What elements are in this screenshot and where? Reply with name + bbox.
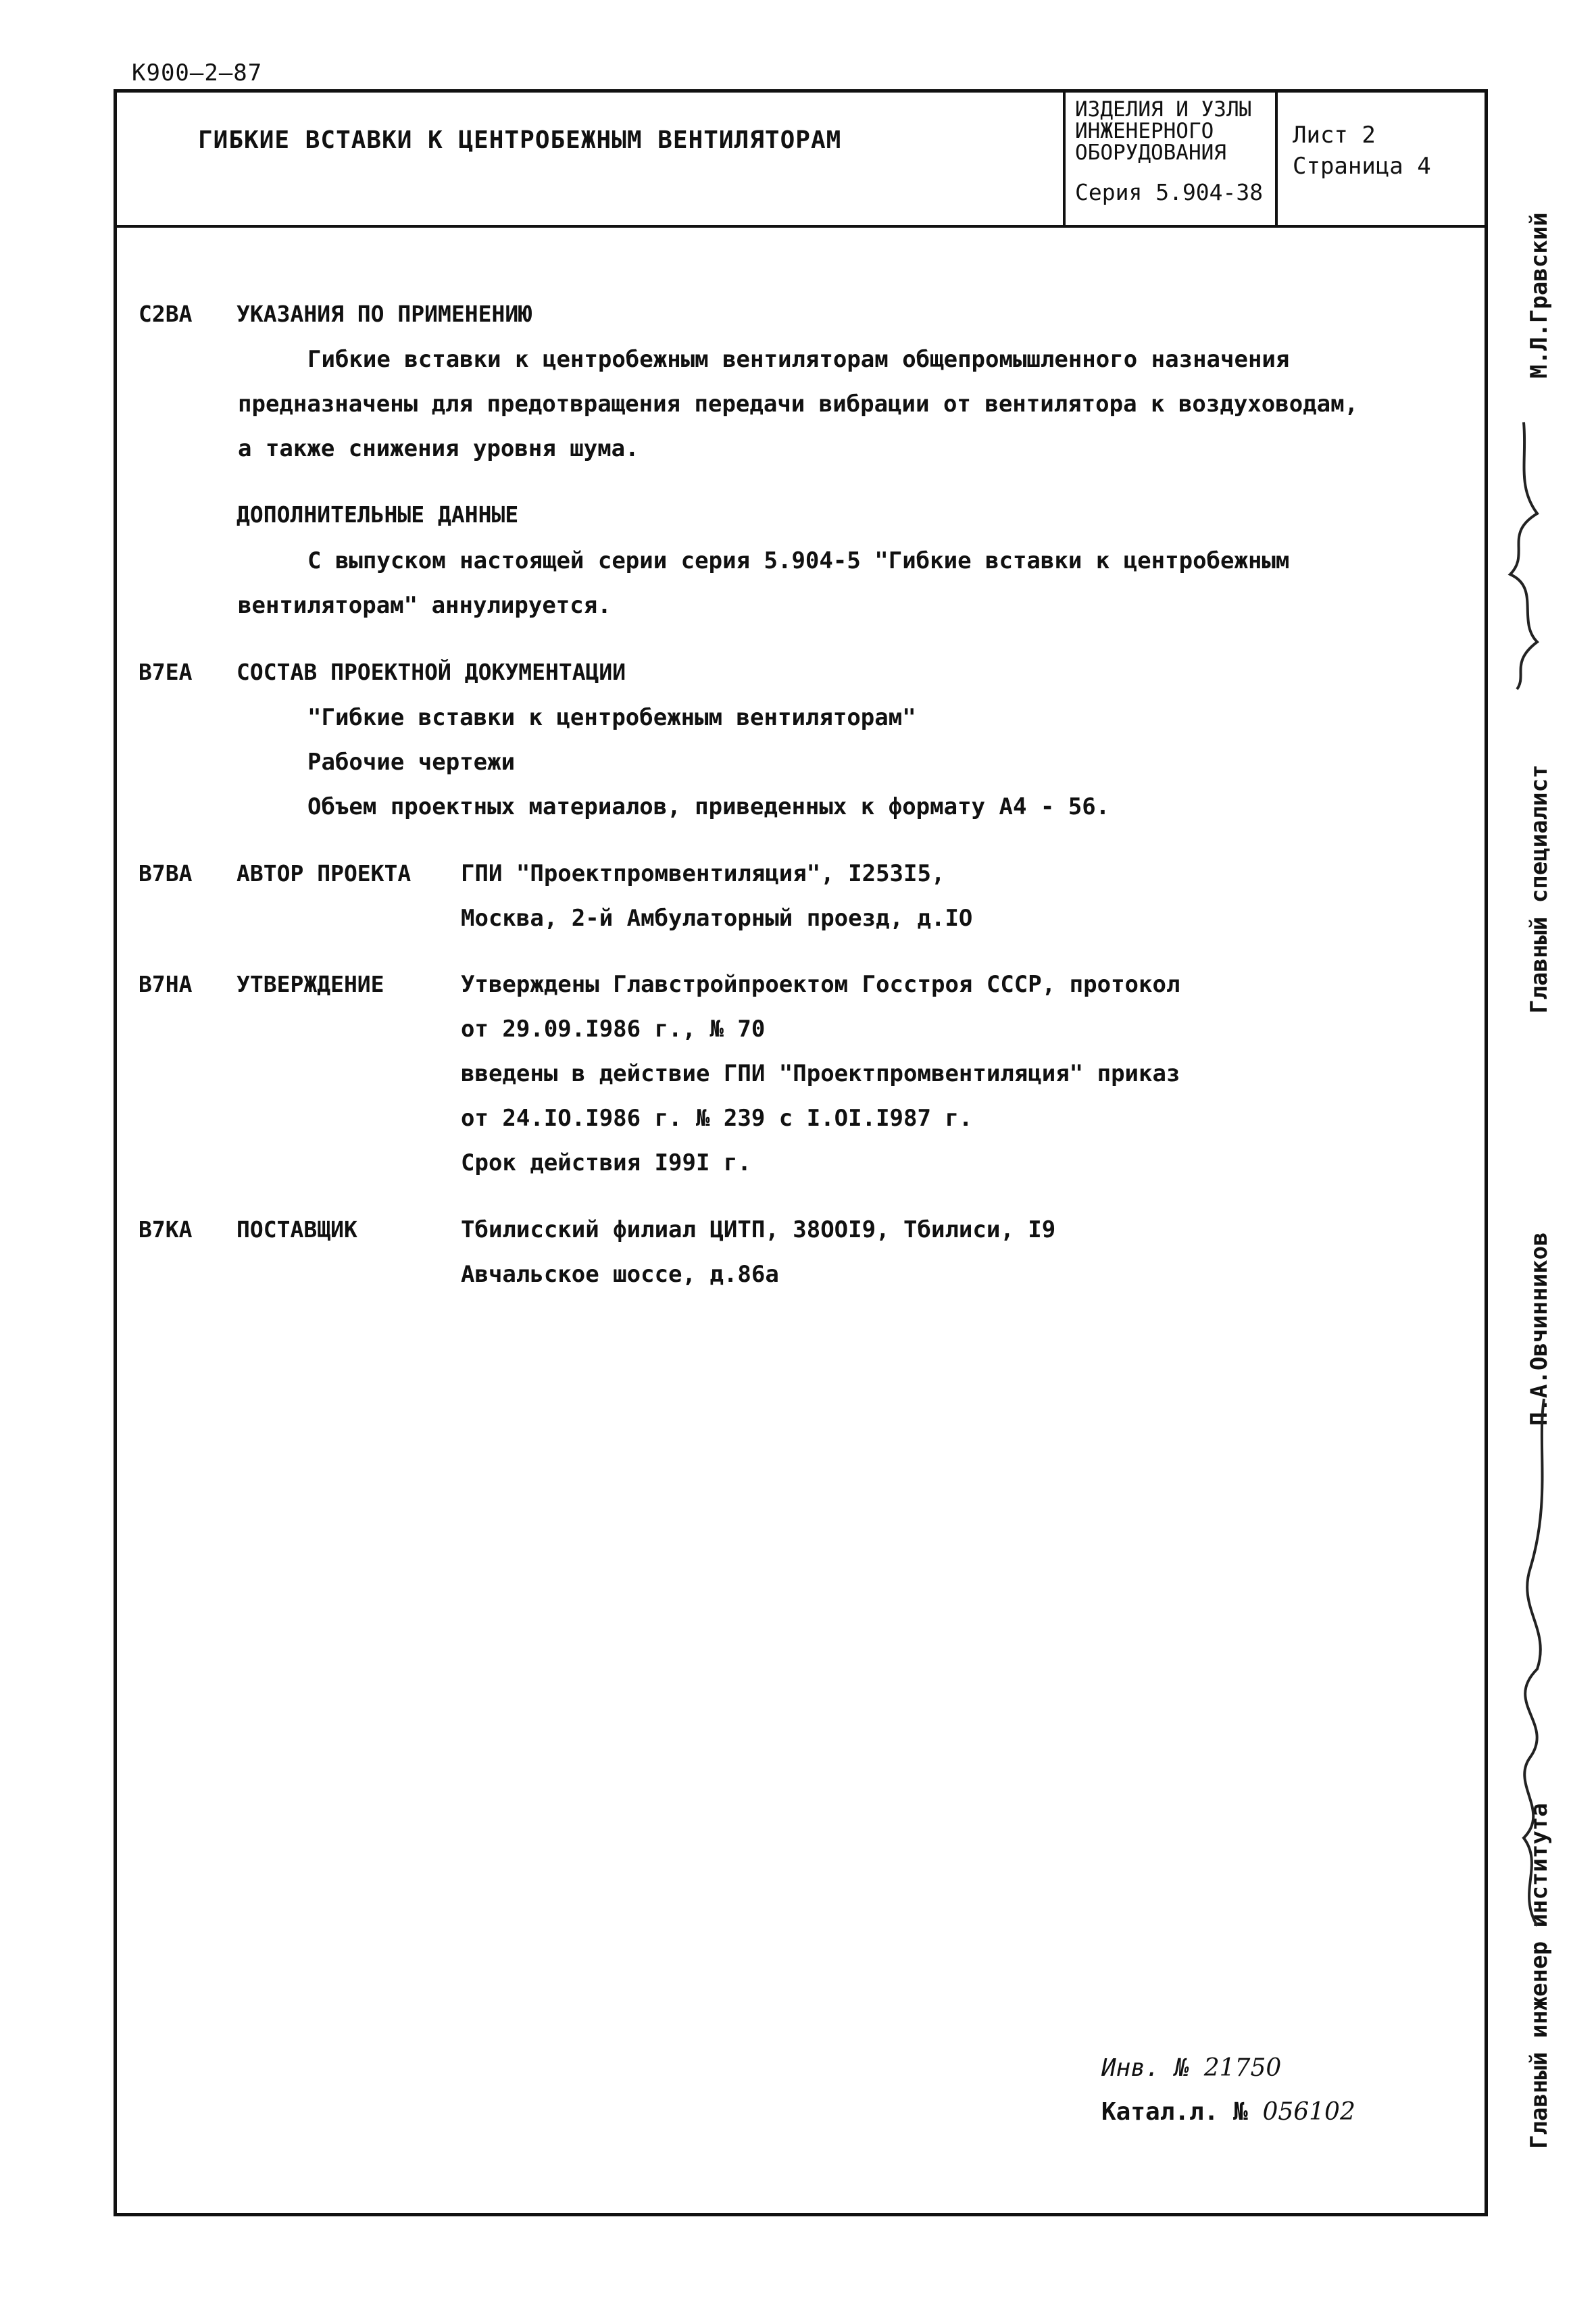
inventory-label: Инв. № (1101, 2054, 1190, 2082)
additional-heading: ДОПОЛНИТЕЛЬНЫЕ ДАННЫЕ (236, 501, 519, 528)
signer-2-role: Главный инженер института (1526, 1803, 1553, 2149)
application-line-3: а также снижения уровня шума. (238, 435, 639, 462)
document-title: ГИБКИЕ ВСТАВКИ К ЦЕНТРОБЕЖНЫМ ВЕНТИЛЯТОРАМ (198, 126, 842, 154)
approval-line-5: Срок действия I99I г. (461, 1149, 751, 1176)
supplier-code: В7КА (139, 1216, 193, 1243)
approval-line-2: от 29.09.I986 г., № 70 (461, 1016, 766, 1043)
author-code: В7ВА (139, 860, 193, 887)
application-heading: УКАЗАНИЯ ПО ПРИМЕНЕНИЮ (236, 301, 532, 327)
application-line-2: предназначены для предотвращения передачи вибрации от вентилятора к воздуховодам, (238, 391, 1359, 418)
composition-heading: СОСТАВ ПРОЕКТНОЙ ДОКУМЕНТАЦИИ (236, 659, 626, 685)
approval-line-3: введены в действие ГПИ "Проектпромвентиляция" приказ (461, 1060, 1180, 1087)
series-number: Серия 5.904-38 (1075, 179, 1264, 205)
application-line-1: Гибкие вставки к центробежным вентиляторам общепромышленного назначения (307, 346, 1290, 373)
signer-2-name: П.А.Овчинников (1526, 1232, 1553, 1426)
author-line-1: ГПИ "Проектпромвентиляция", I253I5, (461, 860, 945, 887)
category-line-2: ИНЖЕНЕРНОГО (1075, 119, 1214, 143)
document-code: К900—2—87 (132, 59, 263, 86)
author-line-2: Москва, 2-й Амбулаторный проезд, д.IO (461, 905, 973, 932)
composition-line-3: Объем проектных материалов, приведенных к формату А4 - 56. (307, 793, 1110, 820)
approval-line-4: от 24.IO.I986 г. № 239 с I.OI.I987 г. (461, 1105, 973, 1132)
approval-line-1: Утверждены Главстройпроектом Госстроя СССР, протокол (461, 971, 1180, 998)
signer-1-name: М.Л.Гравский (1526, 212, 1553, 378)
category-line-3: ОБОРУДОВАНИЯ (1075, 141, 1226, 165)
inventory-number (1101, 2054, 1281, 2082)
composition-line-1: "Гибкие вставки к центробежным вентиляторам" (307, 704, 916, 731)
supplier-line-1: Тбилисский филиал ЦИТП, 38OOI9, Тбилиси, I9 (461, 1216, 1056, 1243)
category-cell (1063, 93, 1278, 225)
additional-line-1: С выпуском настоящей серии серия 5.904-5 "Гибкие вставки к центробежным (307, 547, 1290, 574)
handwritten-signatures (1490, 419, 1564, 2149)
catalog-label: Катал.л. № (1101, 2098, 1248, 2126)
signer-1-role: Главный специалист (1526, 764, 1553, 1014)
supplier-heading: ПОСТАВЩИК (236, 1216, 357, 1243)
sheet-cell (1293, 120, 1431, 182)
category-line-1: ИЗДЕЛИЯ И УЗЛЫ (1075, 97, 1252, 122)
title-block (117, 93, 1485, 228)
page-number: Страница 4 (1293, 153, 1431, 180)
author-heading: АВТОР ПРОЕКТА (236, 860, 412, 887)
sheet-number: Лист 2 (1293, 122, 1376, 149)
approval-heading: УТВЕРЖДЕНИЕ (236, 971, 384, 997)
approval-code: В7НА (139, 971, 193, 997)
additional-line-2: вентиляторам" аннулируется. (238, 592, 612, 619)
application-code: С2ВА (139, 301, 193, 327)
catalog-value: 056102 (1262, 2098, 1355, 2126)
catalog-number (1101, 2098, 1355, 2126)
supplier-line-2: Авчальское шоссе, д.86а (461, 1261, 779, 1288)
composition-line-2: Рабочие чертежи (307, 749, 516, 776)
composition-code: В7ЕА (139, 659, 193, 685)
inventory-value: 21750 (1203, 2054, 1282, 2082)
